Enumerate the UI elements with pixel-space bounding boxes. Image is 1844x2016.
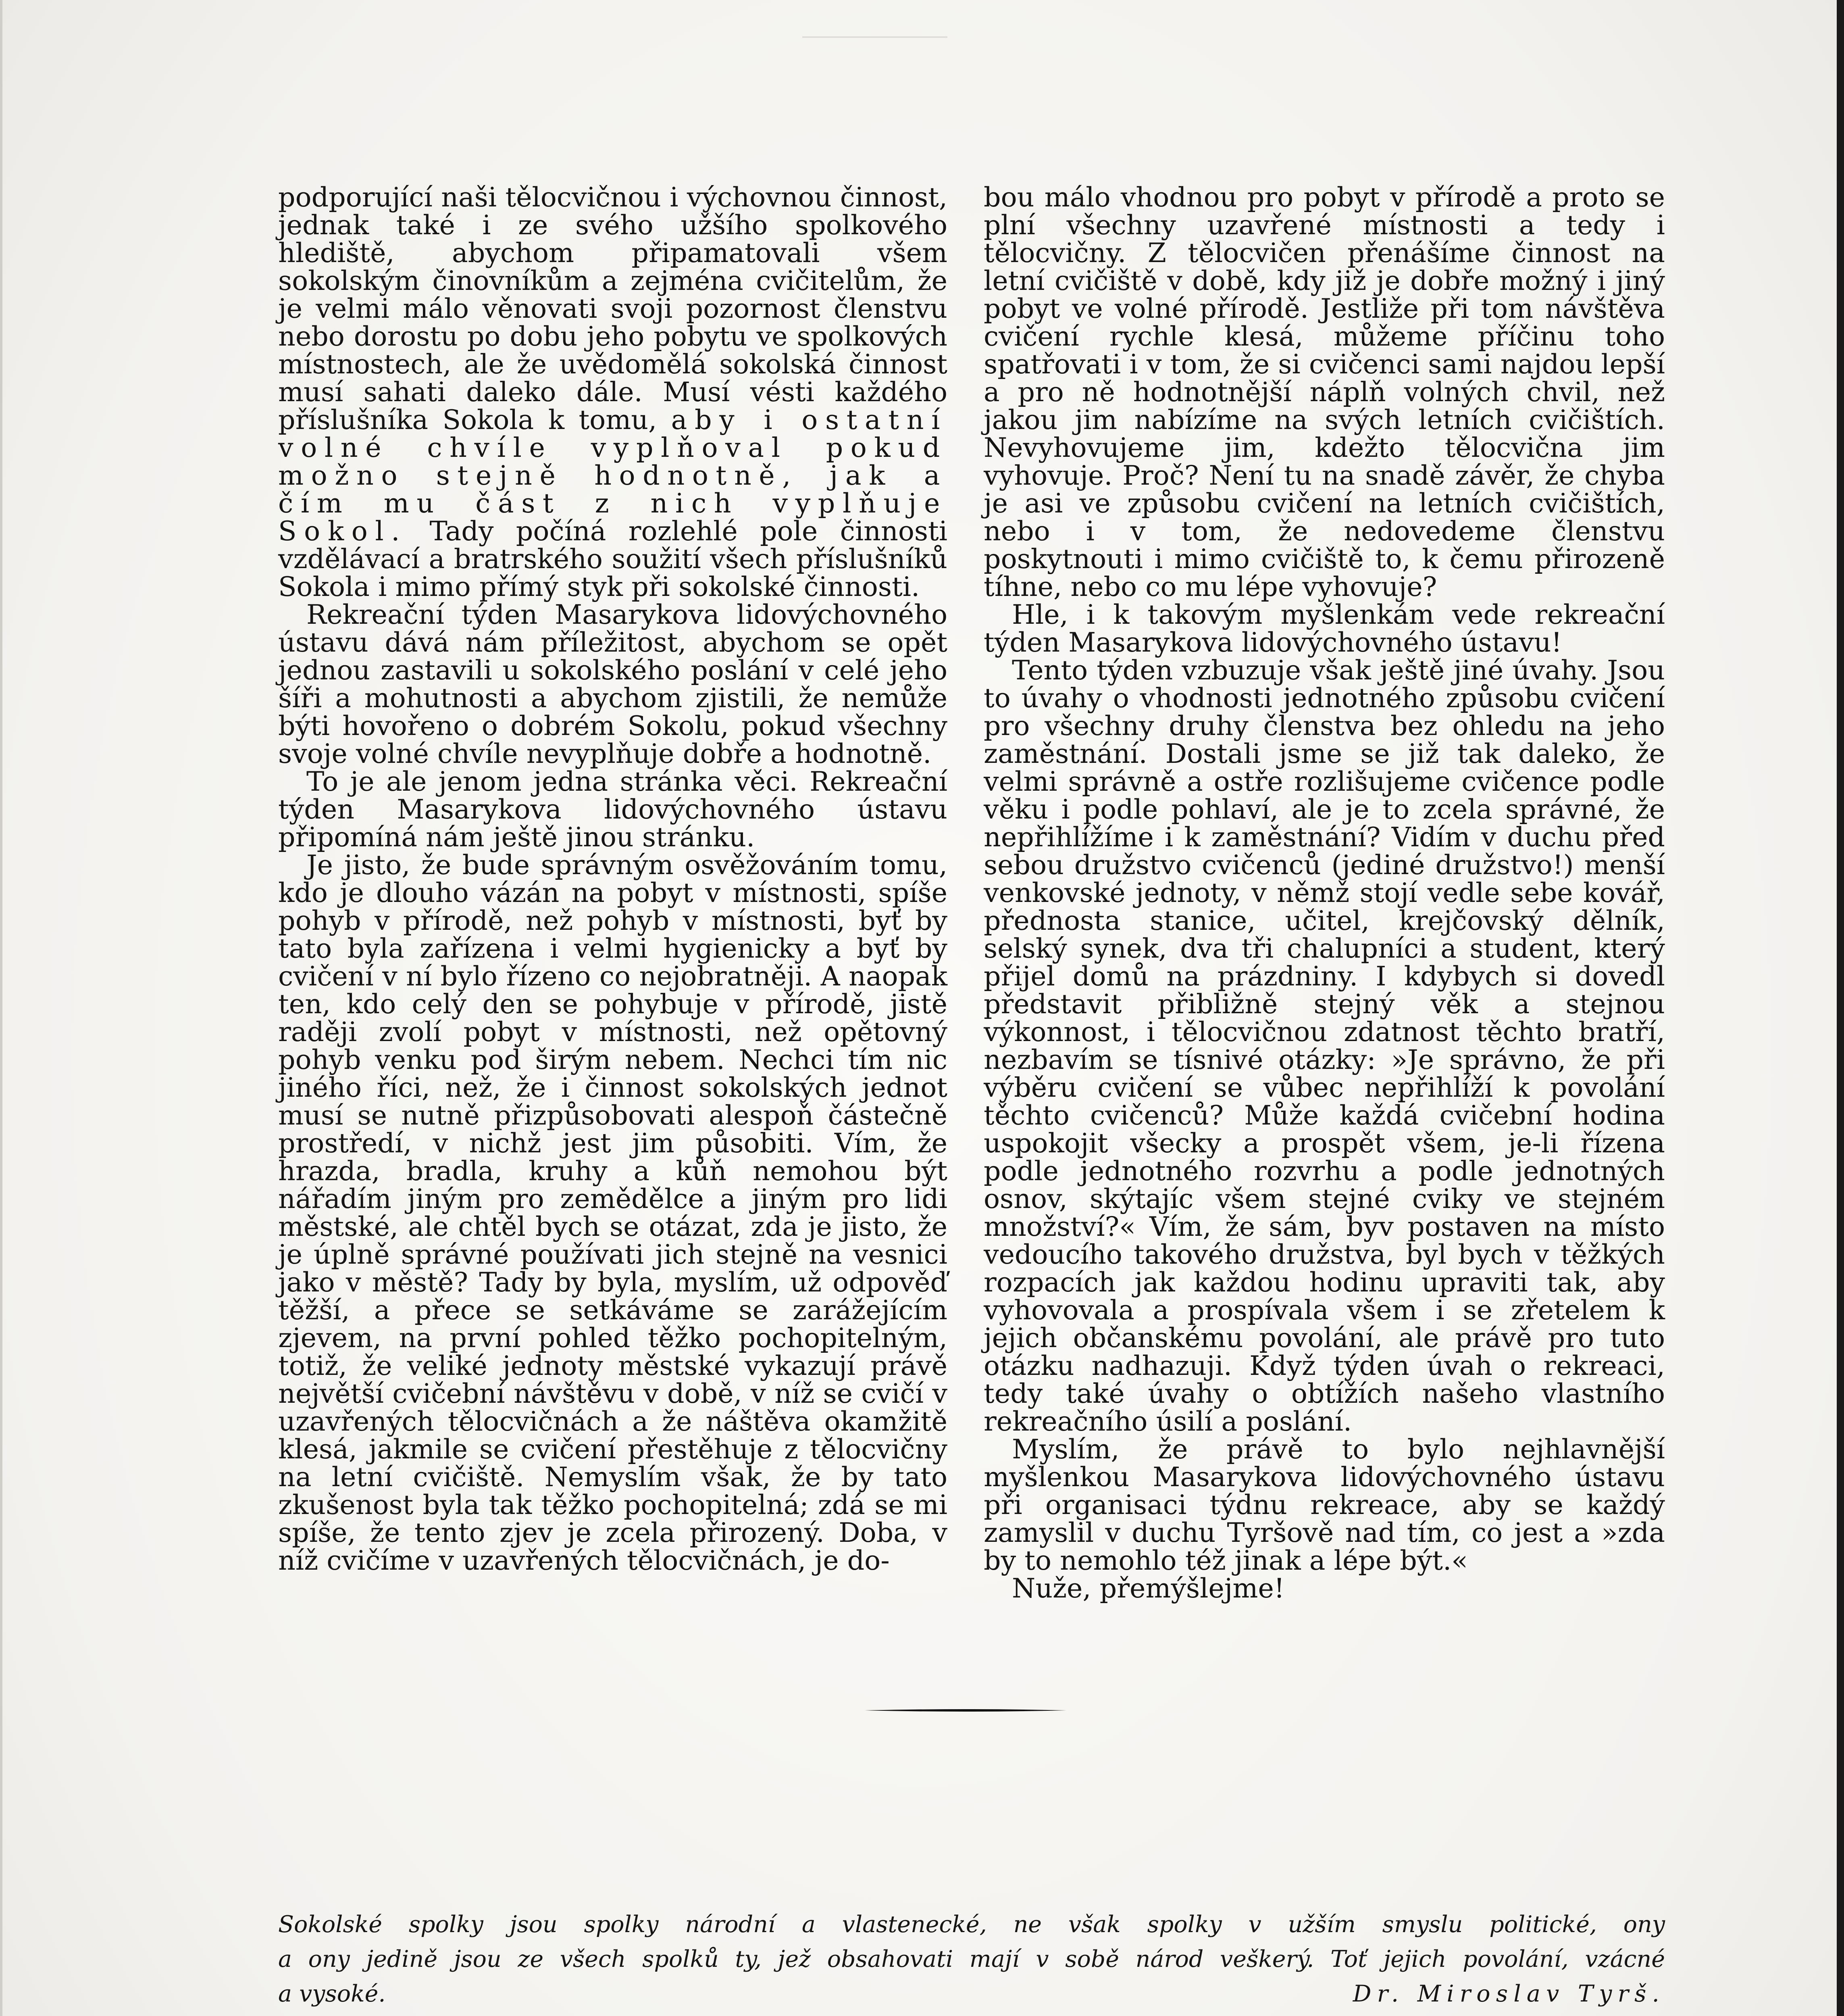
left-paragraph-1-spaced: aby i ostatní volné chvíle vyplňoval pokud možno stejně hodnotně, jak a čím mu část z nich vyplňuje Sokol. <box>278 404 947 547</box>
left-paragraph-2: Rekreační týden Masarykova lidovýchovného ústavu dává nám příležitost, abychom se opět jednou zastavili u sokolského poslání v celé jeho šíři a mohutnosti a abychom zjistili, že nemůže býti hovořeno o dobrém Sokolu, pokud všechny svoje volné chvíle nevyplňuje dobře a hodnotně. <box>278 599 947 769</box>
section-divider <box>865 1708 1066 1713</box>
scan-edge-right <box>1837 0 1844 2016</box>
quote-line-3: a vysoké. <box>278 1981 386 2007</box>
quote-author: Dr. Miroslav Tyrš. <box>1353 1981 1665 2007</box>
right-paragraph-3: Tento týden vzbuzuje však ještě jiné úvahy. Jsou to úvahy o vhodnosti jednotného způsobu cvičení pro všechny druhy členstva bez ohledu na jeho zaměstnání. Dostali jsme se již tak daleko, že velmi správně a ostře rozlišujeme cvičence podle věku i podle pohlaví, ale je to zcela správné, že nepřihlížíme i k zaměstnání? Vidím v duchu před sebou družstvo cvičenců (jediné družstvo!) menší venkovské jednoty, v němž stojí vedle sebe kovář, přednosta stanice, učitel, krejčovský dělník, selský synek, dva tři chalupníci a student, který přijel domů na prázdniny. I kdybych si dovedl představit přibližně stejný věk a stejnou výkonnost, i tělocvičnou zdatnost těchto bratří, nezbavím se tísnivé otázky: »Je správno, že při výběru cvičení se vůbec nepřihlíží k povolání těchto cvičenců? Může každá cvičební hodina uspokojit všecky a prospět všem, je-li řízena podle jednotného rozvrhu a podle jednotných osnov, skýtajíc všem stejné cviky ve stejném množství?« Vím, že sám, byv postaven na místo vedoucího takového družstva, byl bych v těžkých rozpacích jak každou hodinu upraviti tak, aby vyhovovala a prospívala všem i se zřetelem k jejich občanskému povolání, ale právě pro tuto otázku nadhazuji. Když týden úvah o rekreaci, tedy také úvahy o obtížích našeho vlastního rekreačního úsilí a poslání. <box>984 654 1665 1437</box>
left-paragraph-1 <box>278 183 947 601</box>
left-paragraph-3: To je ale jenom jedna stránka věci. Rekreační týden Masarykova lidovýchovného ústavu připomíná nám ještě jinou stránku. <box>278 766 947 853</box>
quote-last-line <box>278 1976 1665 2011</box>
tyrs-quote <box>278 1907 1665 2011</box>
right-paragraph-2: Hle, i k takovým myšlenkám vede rekreační týden Masarykova lidovýchovného ústavu! <box>984 599 1665 658</box>
scan-edge-left <box>0 0 2 2016</box>
left-paragraph-1-end: Tady počíná rozlehlé pole činnosti vzdělávací a bratrského soužití všech příslušníků Sokola i mimo přímý styk při sokolské činnosti. <box>278 515 947 602</box>
right-paragraph-4: Myslím, že právě to bylo nejhlavnější myšlenkou Masarykova lidovýchovného ústavu při organisaci týdnu rekreace, aby se každý zamyslil v duchu Tyršově nad tím, co jest a »zda by to nemohlo též jinak a lépe být.« <box>984 1433 1665 1576</box>
left-paragraph-4: Je jisto, že bude správným osvěžováním tomu, kdo je dlouho vázán na pobyt v místnosti, spíše pohyb v přírodě, než pohyb v místnosti, byť by tato byla zařízena i velmi hygienicky a byť by cvičení v ní bylo řízeno co nejobratněji. A naopak ten, kdo celý den se pohybuje v přírodě, jistě raději zvolí pobyt v místnosti, než opětovný pohyb venku pod širým nebem. Nechci tím nic jiného říci, než, že i činnost sokolských jednot musí se nutně přizpůsobovati alespoň částečně prostředí, v nichž jest jim působiti. Vím, že hrazda, bradla, kruhy a kůň nemohou být nářadím jiným pro zemědělce a jiným pro lidi městské, ale chtěl bych se otázat, zda je jisto, že je úplně správné používati jich stejně na vesnici jako v městě? Tady by byla, myslím, už odpověď těžší, a přece se setkáváme se zarážejícím zjevem, na první pohled těžko pochopitelným, totiž, že veliké jednoty městské vykazují právě největší cvičební návštěvu v době, v níž se cvičí v uzavřených tělocvičnách a že náštěva okamžitě klesá, jakmile se cvičení přestěhuje z tělocvičny na letní cvičiště. Nemyslím však, že by tato zkušenost byla tak těžko pochopitelná; zdá se mi spíše, že tento zjev je zcela přirozený. Doba, v níž cvičíme v uzavřených tělocvičnách, je do- <box>278 849 947 1576</box>
left-column <box>278 183 947 1574</box>
quote-line-2: a ony jedině jsou ze všech spolků ty, jež obsahovati mají v sobě národ veškerý. Toť jejich povolání, vzácné <box>278 1946 1665 1972</box>
quote-line-1: Sokolské spolky jsou spolky národní a vlastenecké, ne však spolky v užším smyslu politické, ony <box>278 1911 1665 1938</box>
right-paragraph-5: Nuže, přemýšlejme! <box>1012 1572 1285 1604</box>
binding-mark <box>802 0 947 38</box>
right-paragraph-1: bou málo vhodnou pro pobyt v přírodě a proto se plní všechny uzavřené místnosti a tedy i tělocvičny. Z tělocvičen přenášíme činnost na letní cvičiště v době, kdy již je dobře možný i jiný pobyt ve volné přírodě. Jestliže při tom návštěva cvičení rychle klesá, můžeme příčinu toho spatřovati i v tom, že si cvičenci sami najdou lepší a pro ně hodnotnější náplň volných chvil, než jakou jim nabízíme na svých letních cvičištích. Nevyhovujeme jim, kdežto tělocvična jim vyhovuje. Proč? Není tu na snadě závěr, že chyba je asi ve způsobu cvičení na letních cvičištích, nebo i v tom, že nedovedeme členstvu poskytnouti i mimo cvičiště to, k čemu přirozeně tíhne, nebo co mu lépe vyhovuje? <box>984 181 1665 602</box>
left-paragraph-1-text: podporující naši tělocvičnou i výchovnou činnost, jednak také i ze svého užšího spolkového hlediště, abychom připamatovali všem sokolským činovníkům a zejména cvičitelům, že je velmi málo věnovati svoji pozornost členstvu nebo dorostu po dobu jeho pobytu ve spolkových místnostech, ale že uvědomělá sokolská činnost musí sahati daleko dále. Musí vésti každého příslušníka Sokola k tomu, <box>278 181 947 435</box>
right-column <box>984 183 1665 1602</box>
